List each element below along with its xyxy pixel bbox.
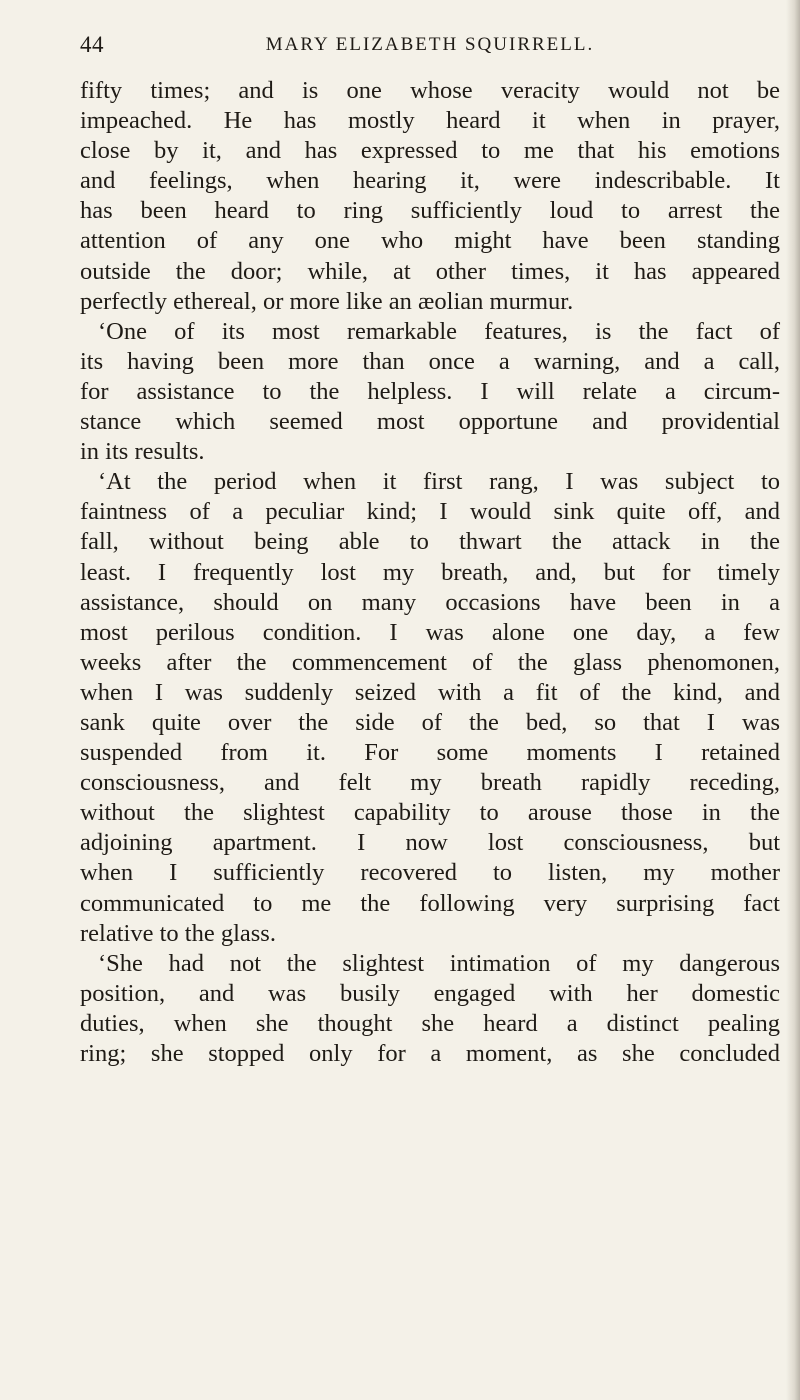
page-number: 44 — [80, 32, 104, 57]
text-line: without the slightest capability to arouse those in the — [80, 799, 780, 827]
text-line: fifty times; and is one whose veracity would not be — [80, 77, 780, 104]
text-line: sank quite over the side of the bed, so that I was — [80, 708, 780, 736]
text-line: suspended from it. For some moments I retained — [80, 739, 780, 767]
text-line: perfectly ethereal, or more like an æolian murmur. — [80, 287, 574, 315]
text-line: fall, without being able to thwart the attack in the — [80, 528, 780, 556]
text-line: close by it, and has expressed to me that his emotions — [80, 137, 780, 165]
text-line: duties, when she thought she heard a distinct pealing — [80, 1009, 780, 1037]
text-line: ‘One of its most remarkable features, is the fact of — [98, 317, 780, 345]
text-line: ring; she stopped only for a moment, as she concluded — [80, 1040, 780, 1067]
text-line: ‘At the period when it first rang, I was subject to — [98, 468, 780, 496]
text-line: least. I frequently lost my breath, and, but for timely — [80, 558, 780, 586]
text-line: impeached. He has mostly heard it when in prayer, — [80, 107, 780, 135]
text-line: when I sufficiently recovered to listen, my mother — [80, 859, 780, 887]
running-head — [80, 32, 780, 62]
text-line: relative to the glass. — [80, 919, 276, 947]
text-line: weeks after the commencement of the glass phenomonen, — [80, 648, 780, 676]
text-line: attention of any one who might have been standing — [80, 227, 780, 255]
text-line: assistance, should on many occasions have been in a — [80, 588, 780, 616]
text-line: stance which seemed most opportune and providential — [80, 408, 780, 436]
text-line: consciousness, and felt my breath rapidly receding, — [80, 769, 780, 797]
text-line: for assistance to the helpless. I will relate a circum- — [80, 377, 780, 405]
text-line: faintness of a peculiar kind; I would sink quite off, and — [80, 498, 780, 526]
text-line: most perilous condition. I was alone one day, a few — [80, 618, 780, 646]
text-line: when I was suddenly seized with a fit of the kind, and — [80, 678, 780, 706]
text-line: adjoining apartment. I now lost consciousness, but — [80, 829, 780, 857]
text-line: position, and was busily engaged with her domestic — [80, 979, 780, 1007]
text-line: and feelings, when hearing it, were indescribable. It — [80, 167, 780, 195]
text-line: its having been more than once a warning, and a call, — [80, 347, 780, 375]
page-edge-shadow — [786, 0, 800, 1400]
body-text — [80, 76, 780, 1069]
text-line: ‘She had not the slightest intimation of my dangerous — [98, 949, 780, 977]
text-line: communicated to me the following very surprising fact — [80, 889, 780, 917]
text-line: outside the door; while, at other times, it has appeared — [80, 257, 780, 285]
text-line: has been heard to ring sufficiently loud to arrest the — [80, 197, 780, 225]
running-title: MARY ELIZABETH SQUIRRELL. — [265, 34, 595, 55]
text-line: in its results. — [80, 438, 205, 466]
